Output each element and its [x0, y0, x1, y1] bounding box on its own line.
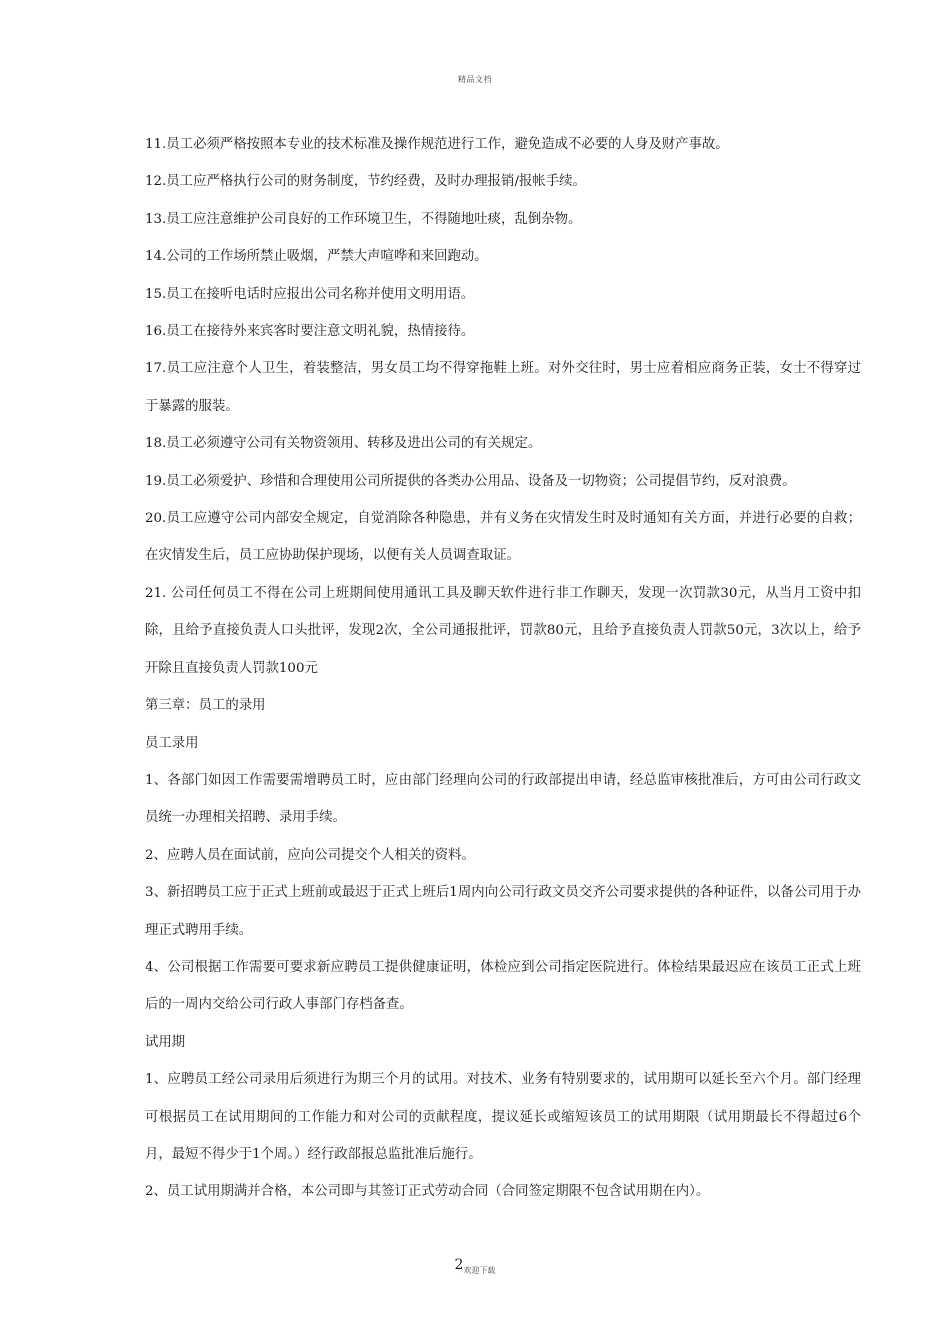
hiring-item-1: 1、各部门如因工作需要需增聘员工时，应由部门经理向公司的行政部提出申请，经总监审核批准后，方可由公司行政文员统一办理相关招聘、录用手续。 [145, 772, 861, 826]
header-label: 精品文档 [458, 75, 492, 84]
page-header [0, 74, 950, 85]
page-footer [0, 1257, 950, 1276]
rule-16: 16.员工在接待外来宾客时要注意文明礼貌，热情接待。 [145, 324, 475, 340]
footer-note: 欢迎下载 [463, 1266, 496, 1275]
rule-14: 14.公司的工作场所禁止吸烟，严禁大声喧哗和来回跑动。 [145, 249, 488, 265]
rule-17: 17.员工应注意个人卫生，着装整洁，男女员工均不得穿拖鞋上班。对外交往时，男士应着相应商务正装，女士不得穿过于暴露的服装。 [145, 361, 861, 414]
hiring-item-3: 3、新招聘员工应于正式上班前或最迟于正式上班后1周内向公司行政文员交齐公司要求提供的各种证件，以备公司用于办理正式聘用手续。 [145, 885, 861, 938]
rule-15: 15.员工在接听电话时应报出公司名称并使用文明用语。 [145, 286, 475, 302]
rule-20: 20.员工应遵守公司内部安全规定，自觉消除各种隐患，并有义务在灾情发生时及时通知有关方面，并进行必要的自救；在灾情发生后，员工应协助保护现场，以便有关人员调查取证。 [145, 511, 861, 564]
rule-11: 11.员工必须严格按照本专业的技术标准及操作规范进行工作，避免造成不必要的人身及财产事故。 [145, 137, 729, 152]
rule-18: 18.员工必须遵守公司有关物资领用、转移及进出公司的有关规定。 [145, 436, 542, 452]
probation-item-1: 1、应聘员工经公司录用后须进行为期三个月的试用。对技术、业务有特别要求的，试用期可以延长至六个月。部门经理可根据员工在试用期间的工作能力和对公司的贡献程度，提议延长或缩短该员工的试用期限（试用期最长不得超过6个月，最短不得少于1个周。）经行政部报总监批准后施行。 [145, 1072, 861, 1162]
rule-19: 19.员工必须爱护、珍惜和合理使用公司所提供的各类办公用品、设备及一切物资；公司提倡节约，反对浪费。 [145, 473, 796, 489]
chapter-heading: 第三章：员工的录用 [145, 698, 266, 714]
probation-item-2: 2、员工试用期满并合格，本公司即与其签订正式劳动合同（合同签定期限不包含试用期在内）。 [145, 1184, 710, 1200]
rule-13: 13.员工应注意维护公司良好的工作环境卫生，不得随地吐痰，乱倒杂物。 [145, 211, 582, 227]
section-heading-probation: 试用期 [145, 1034, 186, 1050]
rule-12: 12.员工应严格执行公司的财务制度，节约经费，及时办理报销/报帐手续。 [145, 174, 586, 190]
section-heading-hiring: 员工录用 [145, 735, 199, 751]
hiring-item-2: 2、应聘人员在面试前，应向公司提交个人相关的资料。 [145, 847, 475, 863]
rule-21: 21. 公司任何员工不得在公司上班期间使用通讯工具及聊天软件进行非工作聊天，发现一次罚款30元，从当月工资中扣除，且给予直接负责人口头批评，发现2次，全公司通报批评，罚款80元，且给予直接负责人罚款50元，3次以上，给予开除且直接负责人罚款100元 [145, 585, 861, 676]
hiring-item-4: 4、公司根据工作需要可要求新应聘员工提供健康证明，体检应到公司指定医院进行。体检结果最迟应在该员工正式上班后的一周内交给公司行政人事部门存档备查。 [145, 959, 861, 1013]
document-body [145, 126, 861, 1211]
page-number: 2 [454, 1257, 464, 1273]
